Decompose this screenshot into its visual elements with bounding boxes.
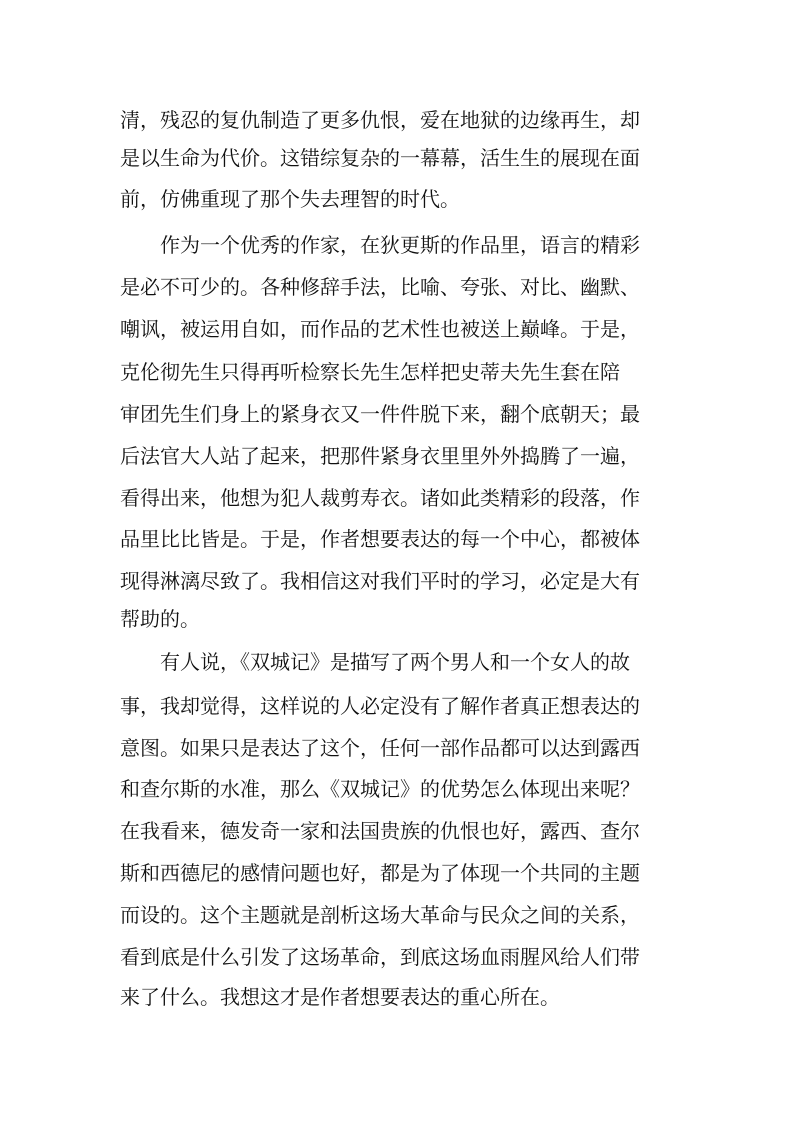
text-line: 看得出来，他想为犯人裁剪寿衣。诸如此类精彩的段落，作 — [120, 486, 640, 510]
text-line: 后法官大人站了起来，把那件紧身衣里里外外捣腾了一遍， — [120, 444, 640, 468]
text-line: 审团先生们身上的紧身衣又一件件脱下来，翻个底朝天；最 — [120, 402, 640, 426]
text-line: 是以生命为代价。这错综复杂的一幕幕，活生生的展现在面 — [120, 146, 640, 170]
text-line: 来了什么。我想这才是作者想要表达的重心所在。 — [120, 985, 560, 1009]
text-line: 是必不可少的。各种修辞手法，比喻、夸张、对比、幽默、 — [120, 275, 640, 299]
paragraph-start-line: 有人说，《双城记》是描写了两个男人和一个女人的故 — [160, 650, 630, 674]
text-line: 意图。如果只是表达了这个，任何一部作品都可以达到露西 — [120, 736, 640, 760]
text-line: 克伦彻先生只得再听检察长先生怎样把史蒂夫先生套在陪 — [120, 360, 620, 384]
text-line: 和查尔斯的水准，那么《双城记》的优势怎么体现出来呢？ — [120, 777, 640, 801]
text-line: 斯和西德尼的感情问题也好，都是为了体现一个共同的主题 — [120, 861, 640, 885]
text-line: 事，我却觉得，这样说的人必定没有了解作者真正想表达的 — [120, 694, 640, 718]
text-line: 品里比比皆是。于是，作者想要表达的每一个中心，都被体 — [120, 527, 640, 551]
text-line: 帮助的。 — [120, 607, 200, 631]
text-line: 在我看来，德发奇一家和法国贵族的仇恨也好，露西、查尔 — [120, 819, 640, 843]
text-line: 嘲讽，被运用自如，而作品的艺术性也被送上巅峰。于是， — [120, 317, 640, 341]
text-line: 前，仿佛重现了那个失去理智的时代。 — [120, 187, 460, 211]
text-line: 清，残忍的复仇制造了更多仇恨，爱在地狱的边缘再生，却 — [120, 108, 640, 132]
text-line: 而设的。这个主题就是剖析这场大革命与民众之间的关系， — [120, 903, 640, 927]
paragraph-start-line: 作为一个优秀的作家，在狄更斯的作品里，语言的精彩 — [160, 233, 640, 257]
text-line: 现得淋漓尽致了。我相信这对我们平时的学习，必定是大有 — [120, 569, 640, 593]
text-line: 看到底是什么引发了这场革命，到底这场血雨腥风给人们带 — [120, 945, 640, 969]
